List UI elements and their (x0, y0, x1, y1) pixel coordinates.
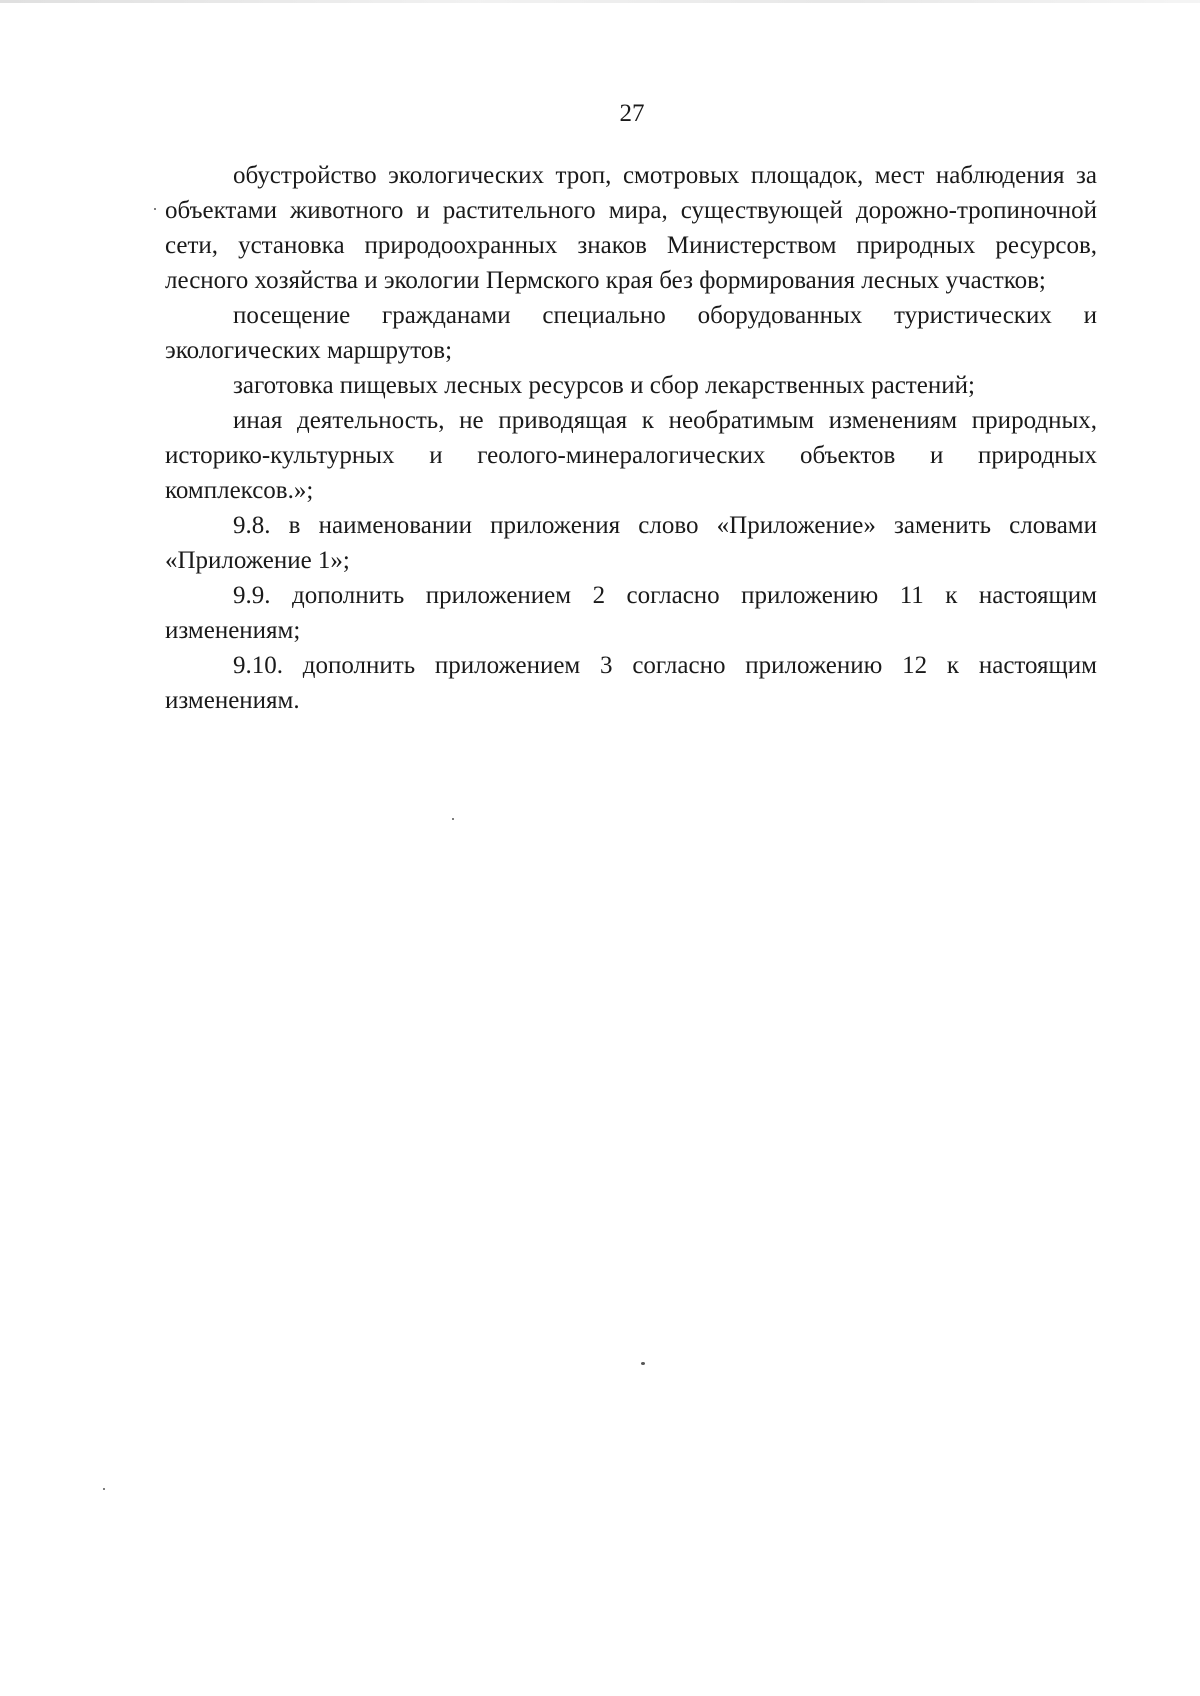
paragraph-other-activity: иная деятельность, не приводящая к необратимым изменениям природных, историко-культурных и геолого-минералогических объектов и природных комплексов.»; (165, 407, 1097, 504)
paragraph-item-9-8: 9.8. в наименовании приложения слово «Приложение» заменить словами «Приложение 1»; (165, 512, 1097, 574)
page-number: 27 (619, 100, 645, 127)
paragraph-item-9-10: 9.10. дополнить приложением 3 согласно приложению 12 к настоящим изменениям. (165, 652, 1097, 714)
scan-speck (154, 208, 156, 210)
document-body (165, 158, 1097, 718)
paragraph-tourist-routes: посещение гражданами специально оборудованных туристических и экологических маршрутов; (165, 302, 1097, 364)
scan-speck (103, 1488, 105, 1490)
paragraph-food-resources: заготовка пищевых лесных ресурсов и сбор лекарственных растений; (233, 372, 975, 399)
scan-top-edge (0, 0, 1200, 3)
scan-speck (641, 1362, 645, 1365)
paragraph-ecological-trails: обустройство экологических троп, смотровых площадок, мест наблюдения за объектами животного и растительного мира, существующей дорожно-тропиночной сети, установка природоохранных знаков Министерством природных ресурсов, лесного хозяйства и экологии Пермского края без формирования лесных участков; (165, 162, 1097, 294)
scan-speck (452, 818, 454, 820)
paragraph-item-9-9: 9.9. дополнить приложением 2 согласно приложению 11 к настоящим изменениям; (165, 582, 1097, 644)
